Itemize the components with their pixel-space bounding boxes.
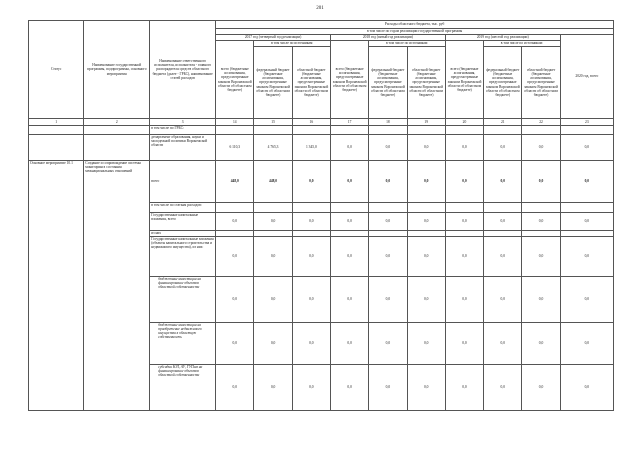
cell-value: 0,0 <box>292 323 330 365</box>
header-federal-2018: федеральный бюджет (бюджетные ассигнования, предусмотренные законом Воронежской области об областном бюджете) <box>369 47 407 119</box>
cell-value: 0,0 <box>254 323 292 365</box>
header-program-name: Наименование государственной программы, подпрограммы, основного мероприятия <box>84 21 150 119</box>
cell-value: 0,0 <box>330 323 368 365</box>
page-number: 201 <box>316 6 324 11</box>
cell-value: 0,0 <box>216 237 254 277</box>
cell-value: 0,0 <box>369 161 407 203</box>
cell-value: 0,0 <box>292 365 330 411</box>
budget-table <box>28 20 614 411</box>
header-sources-2017: в том числе по источникам: <box>254 41 331 47</box>
col-number: 21 <box>484 119 522 126</box>
main-event-status: Основное мероприятие 10.1 <box>29 161 84 411</box>
col-number: 19 <box>407 119 445 126</box>
col-number: 3 <box>150 119 216 126</box>
cell-value: 0,0 <box>407 213 445 231</box>
cell-value: 0,0 <box>254 365 292 411</box>
col-number: 20 <box>445 119 483 126</box>
col-number: 22 <box>522 119 560 126</box>
cell-value: 0,0 <box>292 213 330 231</box>
header-regional-2018: областной бюджет (бюджетные ассигнования, предусмотренные законом Воронежской области об областном бюджете) <box>407 47 445 119</box>
cell-value: 0,0 <box>369 213 407 231</box>
cell-value: 0,0 <box>330 365 368 411</box>
col-number: 1 <box>29 119 84 126</box>
cell-value: 0,0 <box>407 365 445 411</box>
row-label: департамент образования, науки и молодежной политики Воронежской области <box>150 135 216 161</box>
header-expenses: Расходы областного бюджета, тыс. руб <box>216 21 614 29</box>
header-year-2017: 2017 год (четвертый год реализации) <box>216 35 331 41</box>
cell-value: 0,0 <box>484 237 522 277</box>
header-year-2020: 2020 год, всего <box>560 35 613 119</box>
table-row <box>29 161 614 203</box>
cell-value: 0,0 <box>560 161 613 203</box>
cell-value: 0,0 <box>407 323 445 365</box>
cell-value: 0,0 <box>522 161 560 203</box>
cell-value: 0,0 <box>522 323 560 365</box>
col-number: 15 <box>254 119 292 126</box>
cell-value: 0,0 <box>445 237 483 277</box>
cell-value: 0,0 <box>445 277 483 323</box>
header-by-year: в том числе по годам реализации государственной программы <box>216 29 614 35</box>
row-label: бюджетные инвестиции на приобретение недвижимого имущества в областную собственность <box>150 323 216 365</box>
cell-value: 0,0 <box>216 365 254 411</box>
cell-value: 0,0 <box>407 161 445 203</box>
column-number-row <box>29 119 614 126</box>
cell-value: 0,0 <box>369 135 407 161</box>
cell-value: 0,0 <box>560 323 613 365</box>
cell-value: 0,0 <box>292 277 330 323</box>
cell-value: 0,0 <box>330 161 368 203</box>
cell-value: 0,0 <box>522 277 560 323</box>
cell-value: 0,0 <box>522 237 560 277</box>
cell-value: 0,0 <box>254 277 292 323</box>
cell-value: 0,0 <box>407 135 445 161</box>
cell-value: 0,0 <box>254 213 292 231</box>
row-label: из них <box>150 231 216 237</box>
header-total-2017: всего (бюджетные ассигнования, предусмотренные законом Воронежской области об областном бюджете) <box>216 41 254 119</box>
table-row <box>29 135 614 161</box>
row-label: бюджетные инвестиции на финансирование объектов областной собственности <box>150 277 216 323</box>
row-label: Государственные капитальные вложения, всего <box>150 213 216 231</box>
col-number: 17 <box>330 119 368 126</box>
header-sources-2019: в том числе по источникам: <box>484 41 561 47</box>
row-label: всего <box>150 161 216 203</box>
header-status: Статус <box>29 21 84 119</box>
cell-value: 0,0 <box>560 213 613 231</box>
cell-value: 4 765,3 <box>254 135 292 161</box>
cell-value: 448,0 <box>216 161 254 203</box>
cell-value: 0,0 <box>560 277 613 323</box>
cell-value: 0,0 <box>445 323 483 365</box>
cell-value: 0,0 <box>484 161 522 203</box>
cell-value: 0,0 <box>484 277 522 323</box>
header-total-2019: всего (бюджетные ассигнования, предусмотренные законом Воронежской области об областном бюджете) <box>445 41 483 119</box>
cell-value: 0,0 <box>330 277 368 323</box>
header-regional-2019: областной бюджет (бюджетные ассигнования, предусмотренные законом Воронежской области об областном бюджете) <box>522 47 560 119</box>
cell-value: 448,0 <box>254 161 292 203</box>
cell-value: 0,0 <box>484 213 522 231</box>
row-label: субсидии ЮЛ, АУ, ГУПам на финансирование объектов областной собственности <box>150 365 216 411</box>
row-label: в том числе по статьям расходов: <box>150 203 216 213</box>
cell-value: 0,0 <box>292 237 330 277</box>
col-number: 14 <box>216 119 254 126</box>
row-label: Государственные капитальные вложения (объекты капитального строительства и недвижимого имущества), из них: <box>150 237 216 277</box>
cell-value: 0,0 <box>560 365 613 411</box>
cell-value: 0,0 <box>330 213 368 231</box>
cell-value: 0,0 <box>407 237 445 277</box>
cell-value: 0,0 <box>522 365 560 411</box>
cell-value: 0,0 <box>369 277 407 323</box>
cell-value: 0,0 <box>216 277 254 323</box>
cell-value: 0,0 <box>369 365 407 411</box>
header-sources-2018: в том числе по источникам: <box>369 41 446 47</box>
col-number: 18 <box>369 119 407 126</box>
cell-value: 0,0 <box>560 135 613 161</box>
cell-value: 0,0 <box>445 161 483 203</box>
table-row <box>29 126 614 135</box>
header-federal-2017: федеральный бюджет (бюджетные ассигнования, предусмотренные законом Воронежской области об областном бюджете) <box>254 47 292 119</box>
header-year-2019: 2019 год (шестой год реализации) <box>445 35 560 41</box>
col-number: 2 <box>84 119 150 126</box>
cell-value: 0,0 <box>292 161 330 203</box>
cell-value: 0,0 <box>330 135 368 161</box>
cell-value: 0,0 <box>560 237 613 277</box>
cell-value: 0,0 <box>522 135 560 161</box>
cell-value: 0,0 <box>445 213 483 231</box>
cell-value: 0,0 <box>522 213 560 231</box>
cell-value: 0,0 <box>369 237 407 277</box>
cell-value: 0,0 <box>216 213 254 231</box>
cell-value: 6 110,3 <box>216 135 254 161</box>
cell-value: 0,0 <box>445 365 483 411</box>
header-federal-2019: федеральный бюджет (бюджетные ассигнования, предусмотренные законом Воронежской области об областном бюджете) <box>484 47 522 119</box>
cell-value: 1 345,0 <box>292 135 330 161</box>
cell-value: 0,0 <box>484 323 522 365</box>
cell-value: 0,0 <box>330 237 368 277</box>
header-regional-2017: областной бюджет (бюджетные ассигнования, предусмотренные законом Воронежской области об областном бюджете) <box>292 47 330 119</box>
main-event-name: Создание и сопровождение системы мониторинга состояния межнациональных отношений <box>84 161 150 411</box>
cell-value: 0,0 <box>254 237 292 277</box>
col-number: 23 <box>560 119 613 126</box>
row-label: в том числе по ГРБС: <box>150 126 216 135</box>
cell-value: 0,0 <box>407 277 445 323</box>
cell-value: 0,0 <box>216 323 254 365</box>
header-executor: Наименование ответственного исполнителя, исполнителя - главного распорядителя средств областного бюджета (далее - ГРБС), наименование статей расходов <box>150 21 216 119</box>
cell-value: 0,0 <box>369 323 407 365</box>
header-total-2018: всего (бюджетные ассигнования, предусмотренные законом Воронежской области об областном бюджете) <box>330 41 368 119</box>
cell-value: 0,0 <box>484 135 522 161</box>
cell-value: 0,0 <box>484 365 522 411</box>
header-year-2018: 2018 год (пятый год реализации) <box>330 35 445 41</box>
cell-value: 0,0 <box>445 135 483 161</box>
col-number: 16 <box>292 119 330 126</box>
